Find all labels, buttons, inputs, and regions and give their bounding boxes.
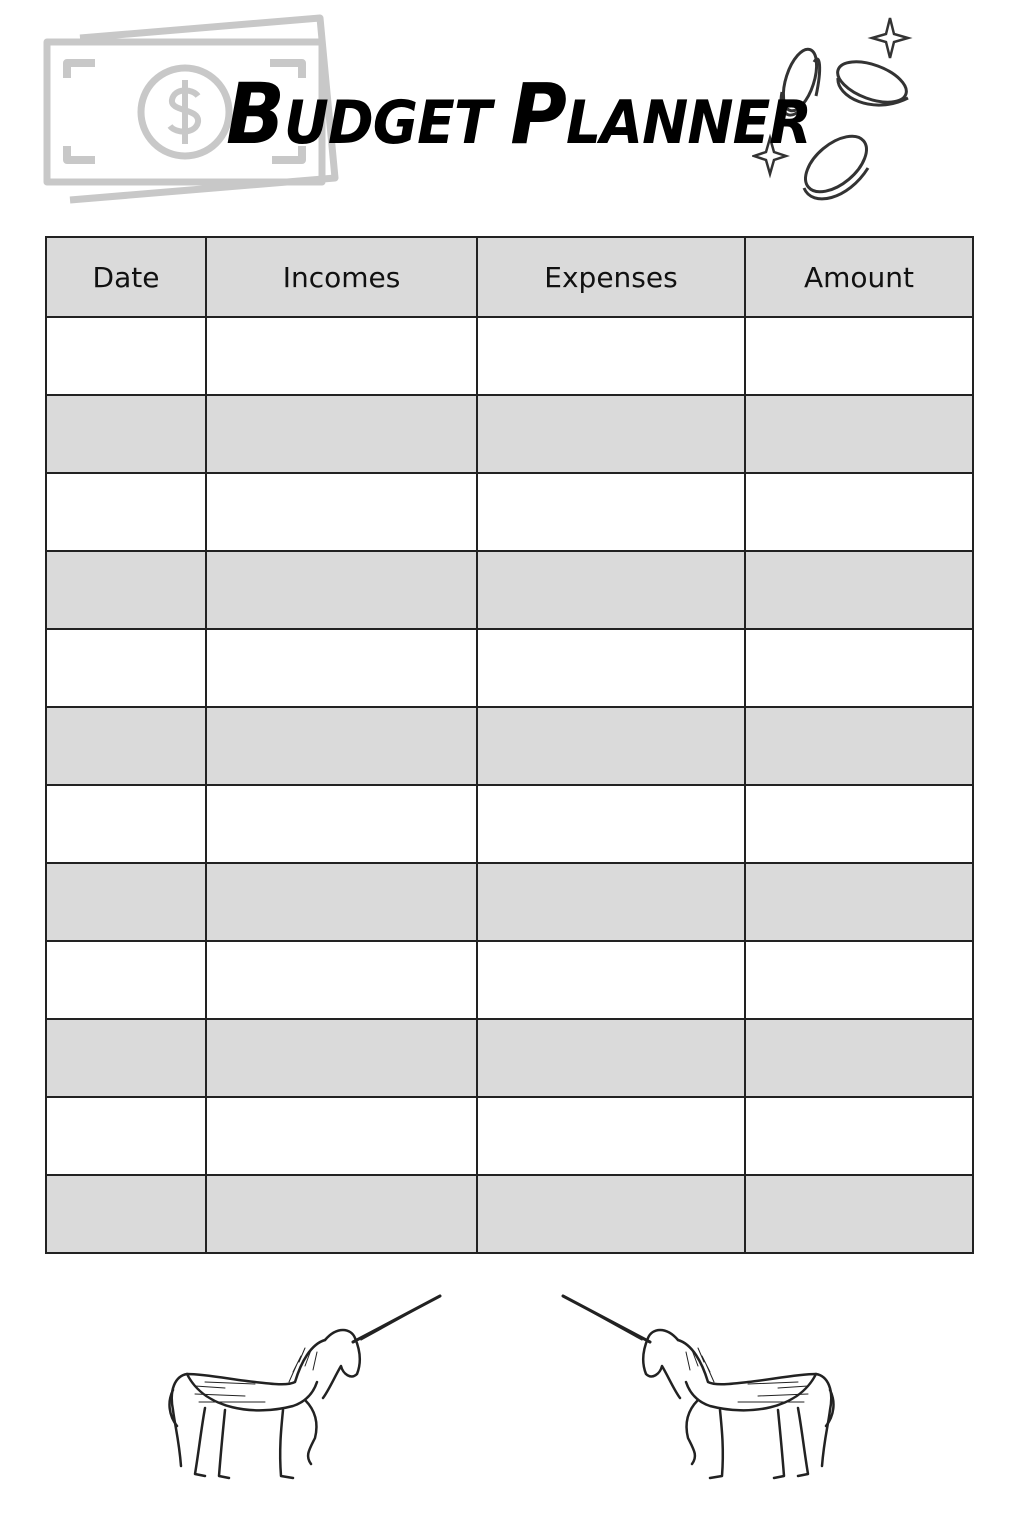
- cell-date[interactable]: [46, 629, 206, 707]
- cell-expenses[interactable]: [477, 551, 745, 629]
- cell-date[interactable]: [46, 707, 206, 785]
- table-row: [46, 785, 973, 863]
- cell-expenses[interactable]: [477, 395, 745, 473]
- cell-expenses[interactable]: [477, 1019, 745, 1097]
- header-incomes: Incomes: [206, 237, 477, 317]
- cell-expenses[interactable]: [477, 1097, 745, 1175]
- table-row: [46, 707, 973, 785]
- cell-date[interactable]: [46, 1097, 206, 1175]
- cell-amount[interactable]: [745, 473, 973, 551]
- cell-expenses[interactable]: [477, 707, 745, 785]
- title-initial-p: P: [510, 65, 567, 163]
- table-row: [46, 941, 973, 1019]
- table-row: [46, 551, 973, 629]
- cell-date[interactable]: [46, 1019, 206, 1097]
- table-row: [46, 863, 973, 941]
- cell-date[interactable]: [46, 551, 206, 629]
- cell-expenses[interactable]: [477, 629, 745, 707]
- cell-amount[interactable]: [745, 863, 973, 941]
- cell-amount[interactable]: [745, 629, 973, 707]
- cell-date[interactable]: [46, 941, 206, 1019]
- cell-amount[interactable]: [745, 551, 973, 629]
- table-row: [46, 1175, 973, 1253]
- cell-incomes[interactable]: [206, 785, 477, 863]
- table-row: [46, 1097, 973, 1175]
- cell-incomes[interactable]: [206, 1175, 477, 1253]
- cell-date[interactable]: [46, 1175, 206, 1253]
- cell-incomes[interactable]: [206, 1019, 477, 1097]
- cell-incomes[interactable]: [206, 473, 477, 551]
- table-row: [46, 395, 973, 473]
- cell-date[interactable]: [46, 473, 206, 551]
- cell-expenses[interactable]: [477, 785, 745, 863]
- budget-table: [45, 236, 974, 1254]
- cell-date[interactable]: [46, 317, 206, 395]
- cell-incomes[interactable]: [206, 629, 477, 707]
- cell-incomes[interactable]: [206, 395, 477, 473]
- cell-amount[interactable]: [745, 941, 973, 1019]
- table-row: [46, 317, 973, 395]
- table-row: [46, 1019, 973, 1097]
- header-expenses: Expenses: [477, 237, 745, 317]
- title-rest-budget: UDGET: [283, 88, 491, 158]
- cell-expenses[interactable]: [477, 317, 745, 395]
- cell-incomes[interactable]: [206, 1097, 477, 1175]
- table-row: [46, 473, 973, 551]
- header-amount: Amount: [745, 237, 973, 317]
- cell-incomes[interactable]: [206, 551, 477, 629]
- header-date: Date: [46, 237, 206, 317]
- cell-expenses[interactable]: [477, 473, 745, 551]
- title-initial-b: B: [226, 65, 284, 163]
- cell-amount[interactable]: [745, 317, 973, 395]
- cell-amount[interactable]: [745, 1175, 973, 1253]
- cell-amount[interactable]: [745, 395, 973, 473]
- cell-expenses[interactable]: [477, 863, 745, 941]
- cell-amount[interactable]: [745, 1097, 973, 1175]
- cell-amount[interactable]: [745, 1019, 973, 1097]
- table-row: [46, 629, 973, 707]
- cell-amount[interactable]: [745, 707, 973, 785]
- cell-date[interactable]: [46, 785, 206, 863]
- cell-incomes[interactable]: [206, 941, 477, 1019]
- cell-expenses[interactable]: [477, 1175, 745, 1253]
- cell-date[interactable]: [46, 395, 206, 473]
- cell-expenses[interactable]: [477, 941, 745, 1019]
- cell-incomes[interactable]: [206, 863, 477, 941]
- title-rest-planner: LANNER: [566, 88, 812, 158]
- cell-incomes[interactable]: [206, 707, 477, 785]
- cell-date[interactable]: [46, 863, 206, 941]
- page-title: [226, 65, 812, 171]
- table-header-row: [46, 237, 973, 317]
- unicorn-illustration-right: [558, 1290, 838, 1490]
- table-body: [46, 317, 973, 1253]
- cell-incomes[interactable]: [206, 317, 477, 395]
- unicorn-illustration-left: [165, 1290, 445, 1490]
- cell-amount[interactable]: [745, 785, 973, 863]
